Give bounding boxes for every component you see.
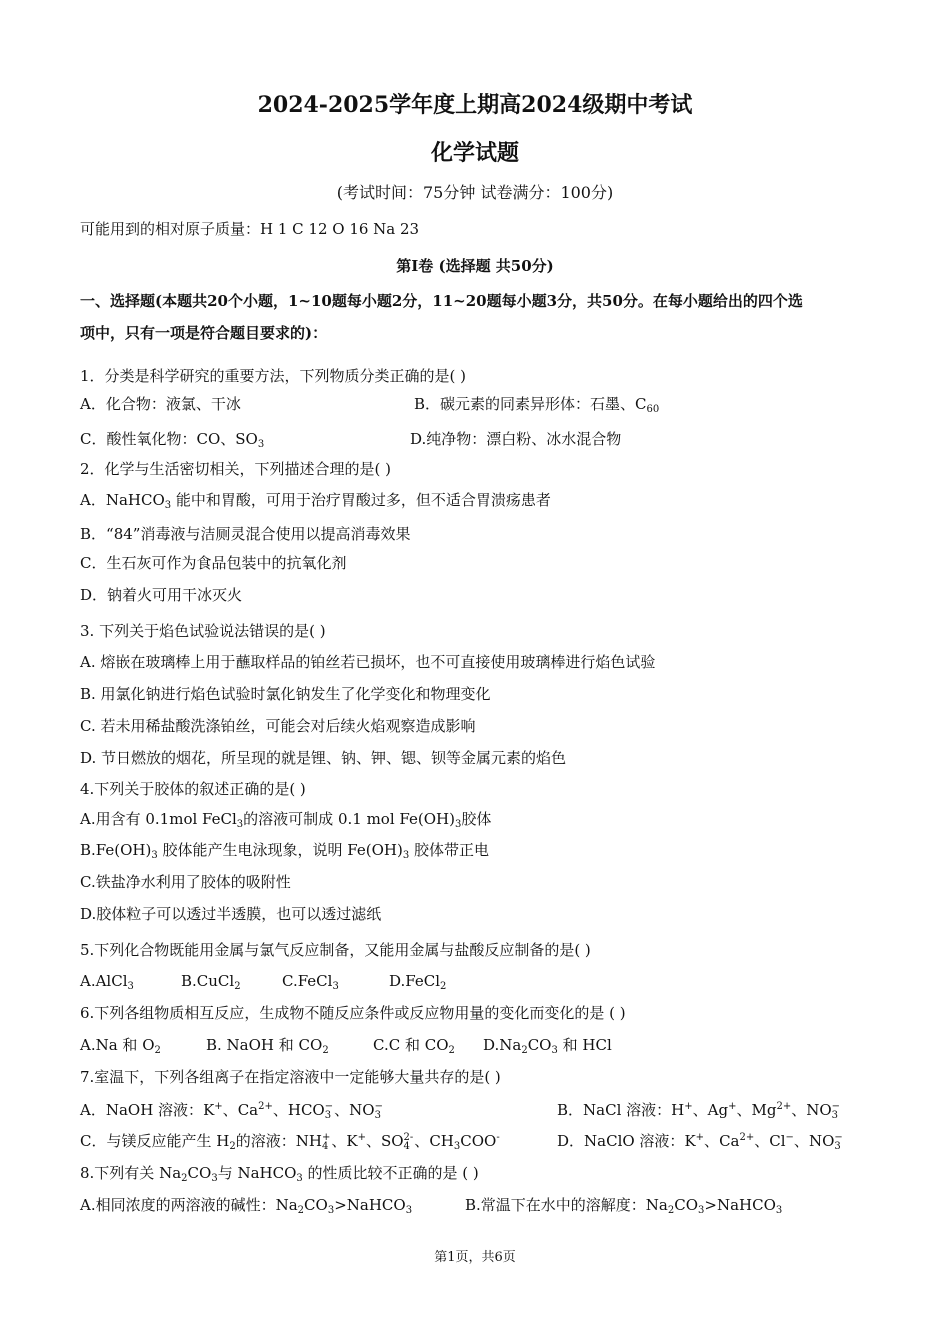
question-1-option-a: A．化合物：液氯、干冰: [80, 395, 241, 413]
question-5-option-b: B.CuCl$_2$: [181, 972, 241, 992]
question-3-option-a: A. 熔嵌在玻璃棒上用于蘸取样品的铂丝若已损坏，也不可直接使用玻璃棒进行焰色试验: [80, 653, 656, 671]
question-2-option-d: D．钠着火可用干冰灭火: [80, 586, 243, 604]
question-2-option-b: B．“84”消毒液与洁厕灵混合使用以提高消毒效果: [80, 525, 411, 543]
question-4-stem: 4.下列关于胶体的叙述正确的是( ): [80, 780, 306, 798]
atomic-masses: 可能用到的相对原子质量：H 1 C 12 O 16 Na 23: [80, 220, 420, 238]
question-3-stem: 3. 下列关于焰色试验说法错误的是( ): [80, 622, 326, 640]
exam-title: 2024-2025学年度上期高2024级期中考试: [257, 92, 693, 118]
question-3-option-b: B. 用氯化钠进行焰色试验时氯化钠发生了化学变化和物理变化: [80, 685, 491, 703]
question-6-option-d: $D.Na_2CO_3$ 和 HCl: [483, 1036, 612, 1056]
question-7-option-a: A．NaOH 溶液：K+、$Ca^{2+}$、HCO − 3 、NO − 3: [80, 1101, 383, 1121]
question-2-option-c: C．生石灰可作为食品包装中的抗氧化剂: [80, 554, 347, 572]
question-8-option-b: B.常温下在水中的溶解度：$Na_2CO_3>NaHCO_3$: [465, 1196, 783, 1216]
question-4-option-c: C.铁盐净水利用了胶体的吸附性: [80, 873, 291, 891]
question-5-option-a: A.AlCl$_3$: [80, 972, 134, 992]
question-3-option-c: C. 若未用稀盐酸洗涤铂丝，可能会对后续火焰观察造成影响: [80, 717, 476, 735]
question-8-stem: 8.下列有关 $Na_2CO_3$与 NaHCO$_3$ 的性质比较不正确的是 ( ): [80, 1164, 479, 1184]
page-footer: 第1页，共6页: [434, 1250, 516, 1265]
question-7-option-c: C．与镁反应能产生 $H_2$的溶液：NH + 4 、K+、SO 2- 4 、$CH_3COO^-$: [80, 1132, 500, 1152]
question-1-option-b: B．碳元素的同素异形体：石墨、$C_{60}$: [414, 395, 660, 415]
question-4-option-a: A.用含有 0.1mol FeCl$_3$的溶液可制成 0.1 mol $Fe(OH)_3$胶体: [80, 810, 492, 830]
question-4-option-b: $B.Fe(OH)_3$ 胶体能产生电泳现象，说明 $Fe(OH)_3$ 胶体带正电: [80, 841, 489, 861]
section-instruction: 一、选择题(本题共20个小题，1~10题每小题2分，11~20题每小题3分，共50分。在每小题给出的四个选: [80, 292, 803, 310]
question-1-option-c: C．酸性氧化物：CO、$SO_3$: [80, 430, 265, 450]
question-5-option-c: C.FeCl$_3$: [282, 972, 339, 992]
question-1-stem: 1．分类是科学研究的重要方法，下列物质分类正确的是( ): [80, 367, 467, 385]
question-6-stem: 6.下列各组物质相互反应，生成物不随反应条件或反应物用量的变化而变化的是 ( ): [80, 1004, 626, 1022]
section-instruction-cont: 项中，只有一项是符合题目要求的)：: [80, 324, 328, 342]
question-4-option-d: D.胶体粒子可以透过半透膜，也可以透过滤纸: [80, 905, 382, 923]
question-6-option-b: B. NaOH 和 $CO_2$: [206, 1036, 329, 1056]
question-5-stem: 5.下列化合物既能用金属与氯气反应制备，又能用金属与盐酸反应制备的是( ): [80, 941, 591, 959]
question-7-stem: 7.室温下，下列各组离子在指定溶液中一定能够大量共存的是( ): [80, 1068, 501, 1086]
question-7-option-d: D．NaClO 溶液：K+、$Ca^{2+}$、Cl−、NO − 3: [557, 1132, 843, 1152]
question-6-option-c: C.C 和 $CO_2$: [373, 1036, 455, 1056]
question-5-option-d: D.FeCl$_2$: [389, 972, 447, 992]
section-title: 第Ⅰ卷 (选择题 共50分): [396, 257, 554, 275]
subject-title: 化学试题: [430, 140, 519, 166]
question-8-option-a: A.相同浓度的两溶液的碱性：$Na_2CO_3>NaHCO_3$: [80, 1196, 413, 1216]
question-2-stem: 2．化学与生活密切相关，下列描述合理的是( ): [80, 460, 392, 478]
question-3-option-d: D. 节日燃放的烟花，所呈现的就是锂、钠、钾、锶、钡等金属元素的焰色: [80, 749, 567, 767]
question-2-option-a: A．NaHCO$_3$ 能中和胃酸，可用于治疗胃酸过多，但不适合胃溃疡患者: [80, 491, 551, 511]
question-6-option-a: A.Na 和 $O_2$: [80, 1036, 161, 1056]
question-7-option-b: B．NaCl 溶液：H+、Ag+、$Mg^{2+}$、NO − 3: [557, 1101, 841, 1121]
question-1-option-d: D.纯净物：漂白粉、冰水混合物: [410, 430, 622, 448]
exam-info: (考试时间：75分钟 试卷满分：100分): [336, 183, 614, 202]
